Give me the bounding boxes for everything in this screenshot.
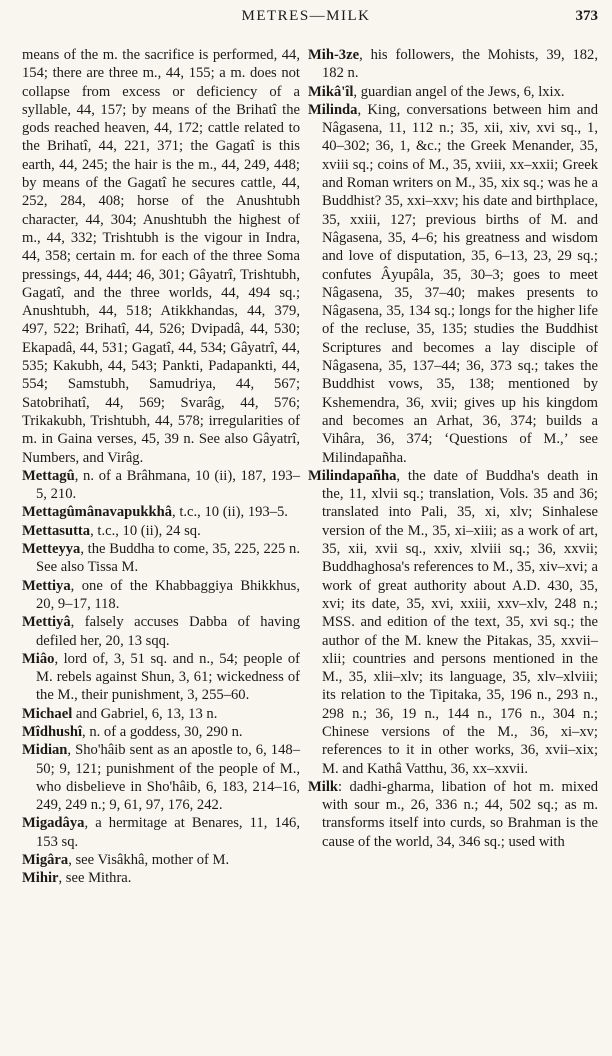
entry-headword: Miâo: [22, 650, 55, 667]
index-entry: [22, 540, 300, 577]
index-entry: [308, 101, 598, 467]
entry-text: and Gabriel, 6, 13, 13 n.: [72, 705, 218, 722]
entry-headword: Metteyya: [22, 541, 81, 558]
entry-text: , the Buddha to come, 35, 225, 225 n. See also Tissa M.: [36, 541, 300, 576]
entry-headword: Michael: [22, 705, 73, 722]
index-entry: [22, 467, 300, 504]
entry-headword: Mettiya: [22, 577, 71, 594]
entry-headword: Mettasutta: [22, 522, 91, 539]
index-entry: [308, 778, 598, 851]
entry-headword: Milk: [308, 778, 338, 795]
entry-text: , n. of a goddess, 30, 290 n.: [82, 723, 243, 740]
left-column: [22, 46, 300, 888]
entry-headword: Mettiyâ: [22, 614, 71, 631]
index-entry: [22, 741, 300, 814]
entry-text: , his followers, the Mohists, 39, 182, 182 n.: [322, 47, 598, 82]
entry-text: , n. of a Brâhmana, 10 (ii), 187, 193–5, 210.: [36, 467, 300, 503]
index-entry: [22, 723, 300, 741]
entry-text: , t.c., 10 (ii), 193–5.: [172, 504, 288, 521]
entry-text: , see Visâkhâ, mother of M.: [68, 852, 230, 869]
index-entry: [22, 814, 300, 851]
entry-headword: Mih-3ze: [308, 47, 360, 63]
entry-headword: Milinda: [308, 101, 358, 118]
entry-text: , Sho'hâib sent as an apostle to, 6, 148–50; 9, 121; punishment of the people of M., who disbelieve in Sho'hâib, 6, 183, 214–16, 249, 249 n.; 9, 61, 97, 176, 242.: [36, 742, 300, 814]
entry-text: , King, conversations between him and Nâgasena, 11, 112 n.; 35, xii, xiv, xvi sq., 1, 40–302; 36, 1, &c.; the Greek Menander, 35, xviii sq.; coins of M., 35, xviii, xx–xxii; Greek and Roman writers on M., 35, xix sq.; was he a Buddhist? 35, xxi–xxv; his date and birthplace, 35, xxiii, 127; previous births of M. and Nâgasena, 35, 4–6; his greatness and wisdom and love of disputation, 35, 6–13, 23, 29 sq.; confutes Âyupâla, 35, 30–3; goes to meet Nâgasena, 35, 37–40; makes presents to Nâgasena, 35, 134 sq.; longs for the higher life of the recluse, 35, 135; studies the Buddhist Scriptures and becomes a lay disciple of Nâgasena, 35, 137–44; 36, 373 sq.; takes the Buddhist vows, 35, 138; mentioned by Kshemendra, 36, xvii; gives up his kingdom and becomes an Arhat, 36, 374; builds a Vihâra, 36, 374; ‘Questions of M.,’ see Milindapañha.: [322, 101, 598, 466]
running-title: METRES—MILK: [241, 8, 371, 24]
index-entry: [308, 46, 598, 83]
right-column: [308, 46, 598, 851]
index-entry: [22, 851, 300, 869]
entry-text: means of the m. the sacrifice is performed, 44, 154; there are three m., 44, 155; a m. does not collapse from excess or deficiency of a syllable, 44, 157; by means of the Brihatî the gods reached heaven, 44, 172; cattle related to the Brihatî, 44, 221, 371; the Gagatî is this earth, 44, 245; the hair is the m., 44, 249, 448; by means of the Gagatî he secures cattle, 44, 252, 284, 408; horse of the Anushtubh character, 44, 304; Anushtubh the highest of m., 44, 332; Trishtubh is the vigour in Indra, 44, 358; certain m. for each of the three Soma pressings, 44, 444; 46, 301; Gâyatrî, Trishtubh, Gagatî, and the three worlds, 44, 494 sq.; Anushtubh, 44, 518; Atikkhandas, 44, 379, 497, 522; Brihatî, 44, 526; Dvipadâ, 44, 530; Ekapadâ, 44, 531; Gagatî, 44, 534; Gâyatrî, 44, 535; Kakubh, 44, 543; Pankti, Padapankti, 44, 554; Samstubh, Samudriya, 44, 567; Satobrihatî, 44, 569; Svarâg, 44, 576; Trikakubh, Trishtubh, 44, 578; irregularities of m. in Gaina verses, 45, 39 n. See also Gâyatrî, Numbers, and Virâg.: [22, 47, 300, 466]
index-entry: [308, 83, 598, 101]
index-entry: [22, 869, 300, 887]
entry-text: , the date of Buddha's death in the, 11, xlvii sq.; translation, Vols. 35 and 36; translated into Pali, 35, xi, xlv; Sinhalese version of the M., 35, xi–xiii; as a work of art, 35, xii, xvii sq., xxiv, xlviii sq.; 36, xxvii; Buddhaghosa's references to M., 35, xiv–xvi; a work of great authority about A.D. 430, 35, xvi; its date, 35, xvi, xxiii, xxv–xlv, 248 n.; MSS. and edition of the text, 35, xvi sq.; the author of the M. knew the Pitakas, 35, xxvii–xlii; countries and persons mentioned in the M., 35, xlii–xlv; its language, 35, xlv–xlviii; its relation to the Tipitaka, 35, 196 n., 293 n., 298 n.; 36, 19 n., 144 n., 176 n., 304 n.; Chinese versions of the M., 36, xi–xv; references to it in other works, 36, xvii–xix; M. and Kathâ Vatthu, 36, xx–xxvii.: [322, 467, 598, 777]
entry-text: , falsely accuses Dabba of having defiled her, 20, 13 sqq.: [36, 614, 300, 649]
entry-headword: Mihir: [22, 870, 59, 887]
running-header: [0, 8, 612, 30]
entry-headword: Mettagûmânavapukkhâ: [22, 504, 173, 521]
entry-headword: Midian: [22, 742, 68, 759]
entry-headword: Milindapañha: [308, 467, 397, 484]
entry-headword: Mîdhushî: [22, 723, 83, 740]
entry-headword: Mikâ'îl: [308, 83, 354, 100]
index-entry: [308, 467, 598, 778]
entry-text: , lord of, 3, 51 sq. and n., 54; people of M. rebels against Shun, 3, 61; wickedness of the M., their punishment, 3, 255–60.: [36, 650, 300, 704]
entry-text: , t.c., 10 (ii), 24 sq.: [90, 522, 201, 539]
index-entry: [22, 650, 300, 705]
index-entry: [22, 503, 300, 521]
entry-text: , one of the Khabbaggiya Bhikkhus, 20, 9–17, 118.: [36, 577, 300, 612]
entry-headword: Migâra: [22, 852, 69, 869]
index-entry: [22, 522, 300, 540]
index-entry: [22, 613, 300, 650]
index-entry: [22, 705, 300, 723]
index-entry: [22, 577, 300, 614]
index-entry: [22, 46, 300, 467]
entry-text: , guardian angel of the Jews, 6, lxix.: [353, 83, 565, 100]
entry-text: , a hermitage at Benares, 11, 146, 153 sq.: [36, 815, 300, 850]
page-number: 373: [575, 8, 598, 24]
entry-headword: Mettagû: [22, 467, 75, 484]
entry-text: , see Mithra.: [58, 870, 132, 887]
entry-headword: Migadâya: [22, 815, 85, 832]
entry-text: : dadhi-gharma, libation of hot m. mixed with sour m., 26, 336 n.; 44, 502 sq.; as m. transforms itself into curds, so Brahman is the cause of the world, 34, 346 sq.; used with: [322, 778, 598, 850]
